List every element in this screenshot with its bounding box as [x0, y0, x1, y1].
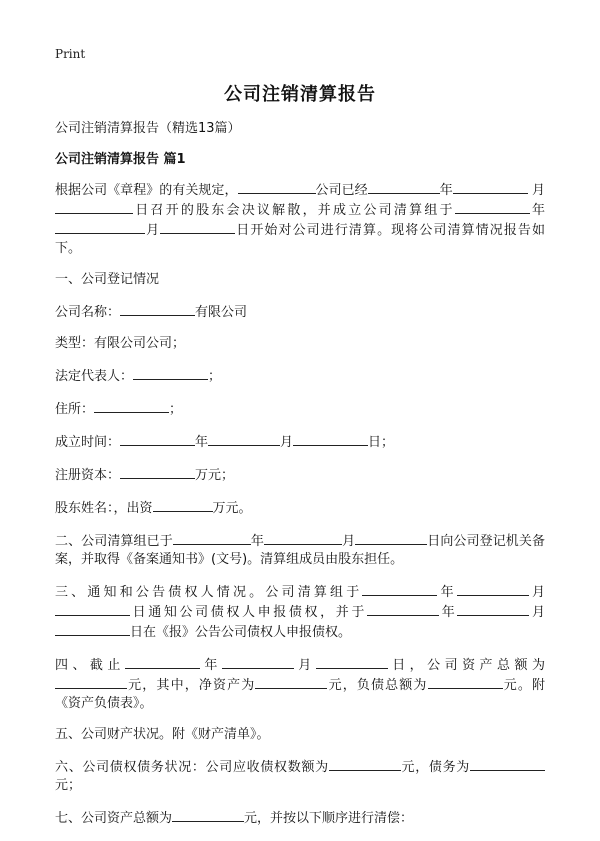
- blank-field[interactable]: [238, 180, 316, 194]
- shareholder-line: 股东姓名：，出资 万元。: [55, 498, 545, 518]
- blank-field[interactable]: [120, 302, 195, 316]
- company-type-line: 类型：有限公司公司；: [55, 336, 186, 351]
- blank-field[interactable]: [160, 220, 235, 234]
- blank-field[interactable]: [173, 531, 251, 545]
- blank-field[interactable]: [329, 757, 401, 771]
- blank-field[interactable]: [355, 531, 427, 545]
- blank-field[interactable]: [457, 582, 529, 596]
- blank-field[interactable]: [222, 655, 294, 669]
- blank-field[interactable]: [255, 675, 327, 689]
- blank-field[interactable]: [367, 602, 439, 616]
- section-3-paragraph: 三、通知和公告债权人情况。公司清算组于 年 月 日通知公司债权人申报债权，并于 年 月 日在《报》公告公司债权人申报债权。: [55, 582, 545, 642]
- document-subtitle: 公司注销清算报告（精选13篇）: [55, 121, 241, 136]
- blank-field[interactable]: [133, 366, 208, 380]
- blank-field[interactable]: [316, 655, 388, 669]
- blank-field[interactable]: [125, 655, 200, 669]
- section-6-paragraph: 六、公司债权债务状况：公司应收债权数额为 元，债务为元；: [55, 757, 545, 795]
- section-2-paragraph: 二、公司清算组已于 年 月 日向公司登记机关备案，并取得《备案通知书》(文号)。清算组成员由股东担任。: [55, 531, 545, 569]
- print-label: Print: [55, 47, 86, 61]
- blank-field[interactable]: [428, 675, 503, 689]
- blank-field[interactable]: [55, 622, 130, 636]
- legal-representative-line: 法定代表人： ；: [55, 366, 545, 386]
- document-body: [55, 120, 545, 841]
- blank-field[interactable]: [55, 675, 127, 689]
- blank-field[interactable]: [153, 498, 213, 512]
- document-title: 公司注销清算报告: [224, 84, 376, 105]
- blank-field[interactable]: [455, 200, 530, 214]
- blank-field[interactable]: [457, 602, 529, 616]
- blank-field[interactable]: [55, 602, 130, 616]
- blank-field[interactable]: [293, 432, 368, 446]
- blank-field[interactable]: [55, 220, 145, 234]
- section-5-paragraph: 五、公司财产状况。附《财产清单》。: [55, 727, 270, 742]
- registered-capital-line: 注册资本： 万元；: [55, 465, 545, 485]
- blank-field[interactable]: [55, 200, 133, 214]
- blank-field[interactable]: [172, 808, 244, 822]
- intro-paragraph: 根据公司《章程》的有关规定， 公司已经 年 月日召开的股东会决议解散，并成立公司清算组于 年月 日开始对公司进行清算。现将公司清算情况报告如下。: [55, 180, 545, 258]
- residence-line: 住所： ；: [55, 399, 545, 419]
- blank-field[interactable]: [94, 399, 169, 413]
- section-7-paragraph: 七、公司资产总额为 元，并按以下顺序进行清偿：: [55, 808, 545, 828]
- blank-field[interactable]: [120, 432, 195, 446]
- blank-field[interactable]: [362, 582, 437, 596]
- section-title: 公司注销清算报告 篇1: [55, 152, 186, 167]
- blank-field[interactable]: [264, 531, 342, 545]
- blank-field[interactable]: [368, 180, 440, 194]
- blank-field[interactable]: [120, 465, 195, 479]
- blank-field[interactable]: [208, 432, 280, 446]
- established-date-line: 成立时间： 年 月 日；: [55, 432, 545, 452]
- blank-field[interactable]: [453, 180, 528, 194]
- blank-field[interactable]: [470, 757, 545, 771]
- company-name-line: 公司名称： 有限公司: [55, 302, 545, 322]
- section-4-paragraph: 四、截止 年 月 日，公司资产总额为 元，其中，净资产为 元，负债总额为 元。附《资产负债表》。: [55, 655, 545, 713]
- section-1-heading: 一、公司登记情况: [55, 272, 160, 287]
